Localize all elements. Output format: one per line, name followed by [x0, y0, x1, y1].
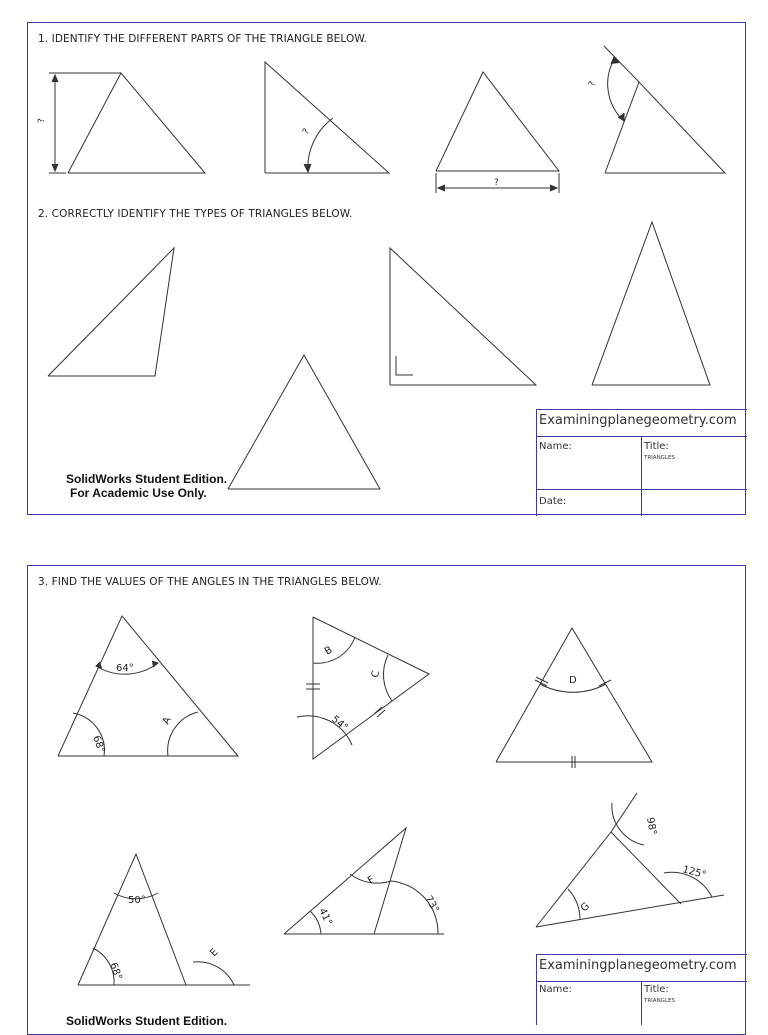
- q1-unknown-height: ?: [37, 118, 47, 123]
- website-label: Examiningplanegeometry.com: [539, 413, 737, 428]
- name-label: Name:: [539, 441, 572, 452]
- q1-unknown-base: ?: [494, 178, 499, 188]
- angle-label-64: 64°: [116, 663, 134, 674]
- q3-triangle-d: [78, 854, 250, 985]
- angle-label-f: F: [366, 874, 377, 887]
- name-label-2: Name:: [539, 984, 572, 995]
- title-value-2: TRIANGLES: [644, 998, 675, 1004]
- title-label-2: Title:: [644, 984, 669, 995]
- angle-label-b: B: [323, 644, 335, 658]
- angle-label-54: 54°: [329, 713, 350, 734]
- angle-label-98: 98°: [644, 816, 658, 836]
- angle-label-g: G: [578, 900, 592, 915]
- q3-triangle-a: [58, 616, 238, 756]
- date-label: Date:: [539, 496, 567, 507]
- website-label-2: Examiningplanegeometry.com: [539, 958, 737, 973]
- angle-label-41: 41°: [316, 906, 334, 928]
- angle-label-c: C: [370, 669, 383, 679]
- watermark-line-1-sheet-2: SolidWorks Student Edition.: [66, 1014, 228, 1028]
- q3-triangle-b: [297, 617, 429, 759]
- angle-label-125: 125°: [681, 864, 708, 882]
- angle-label-d: D: [569, 675, 577, 686]
- question-3-text: 3. FIND THE VALUES OF THE ANGLES IN THE TRIANGLES BELOW.: [38, 576, 382, 588]
- q1-unknown-exterior: ?: [587, 80, 599, 89]
- watermark-line-2: For Academic Use Only.: [70, 486, 207, 500]
- q3-triangle-c: [496, 628, 652, 768]
- angle-label-68-d: 68°: [107, 961, 124, 982]
- angle-label-68-a: 68°: [90, 734, 107, 755]
- angle-label-73: 73°: [422, 894, 441, 915]
- angle-label-50: 50°: [128, 895, 146, 906]
- q3-triangle-e: [284, 828, 444, 934]
- angle-label-a: A: [160, 715, 174, 727]
- q1-unknown-angle: ?: [301, 127, 313, 137]
- title-value: TRIANGLES: [644, 455, 675, 461]
- watermark-line-1: SolidWorks Student Edition.: [66, 472, 228, 486]
- title-block-2: [536, 954, 747, 1025]
- question-1-text: 1. IDENTIFY THE DIFFERENT PARTS OF THE TRIANGLE BELOW.: [38, 33, 368, 45]
- q3-triangle-f: [536, 793, 724, 927]
- question-2-text: 2. CORRECTLY IDENTIFY THE TYPES OF TRIANGLES BELOW.: [38, 208, 353, 220]
- title-label: Title:: [644, 441, 669, 452]
- angle-label-e: E: [208, 946, 221, 960]
